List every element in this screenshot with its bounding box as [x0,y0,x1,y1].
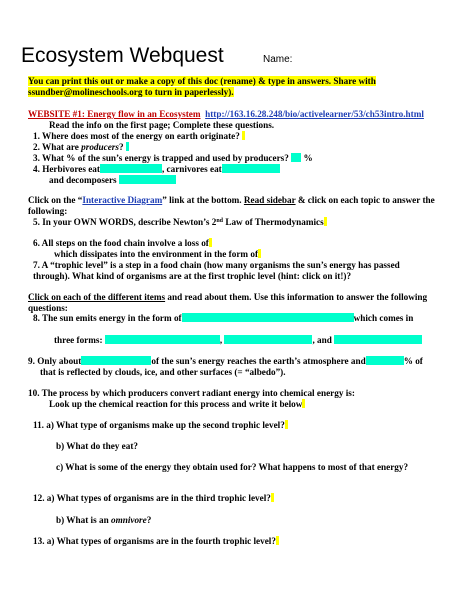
instruction-1: Read the info on the first page; Complete these questions. [49,120,275,130]
question-9 [28,356,423,367]
question-8-comma: , [219,335,223,345]
answer-field-8c[interactable] [224,335,312,344]
question-7-line-2: through). What kind of organisms are at the first trophic level (hint: click on it!)? [33,271,352,281]
website-1-link[interactable]: http://163.16.28.248/bio/activelearner/53/ch53intro.html [205,109,424,119]
answer-field-9a[interactable] [81,356,151,365]
question-12b-text: b) What is an [56,515,111,525]
question-4-line-2 [49,175,176,186]
question-9-text: 9. Only about [28,356,82,366]
intro-line-1 [28,76,376,87]
question-6-text: 6. All steps on the food chain involve a loss of [33,238,209,248]
instruction-diagram [28,195,435,206]
question-5-text: 5. In your OWN WORDS, describe Newton’s 2 [33,217,217,227]
question-9-text-b: of the sun’s energy reaches the earth’s atmosphere and [151,356,366,366]
diagram-text-post: & click on each topic to answer the [295,195,435,205]
question-5-superscript: nd [216,218,224,224]
question-12b [56,515,151,526]
answer-field-4b[interactable] [222,164,280,173]
answer-marker-5[interactable] [324,217,327,226]
question-4 [33,164,280,175]
question-12b-emphasis: omnivore [110,515,147,525]
question-12a-text: 12. a) What types of organisms are in the third trophic level? [33,493,271,503]
question-2-end: ? [118,142,124,152]
question-10-line-2 [49,399,305,410]
question-5 [33,217,327,228]
question-8-text: 8. The sun emits energy in the form of [33,313,182,323]
website-1-line [28,109,424,120]
question-4-text-c: and decomposers [49,175,117,185]
answer-marker-6b[interactable] [258,249,261,258]
question-8-three-forms: three forms: [54,335,103,345]
answer-field-4c[interactable] [119,175,176,184]
question-8 [33,313,413,324]
question-2 [33,142,129,153]
answer-field-9b[interactable] [366,356,404,365]
question-2-emphasis: producers [81,142,119,152]
question-8-text-b: which comes in [353,313,414,323]
intro-text-2: ssundber@molineschools.org to turn in paperlessly). [28,87,234,97]
question-12a [33,493,274,504]
instruction-items-line-2: questions: [28,303,68,313]
question-1-text: 1. Where does most of the energy on earth originate? [33,131,240,141]
question-5-text-end: Law of Thermodynamics [223,217,324,227]
intro-text-1: You can print this out or make a copy of this doc (rename) & type in answers. Share with [28,76,376,86]
items-text-rest: and read about them. Use this information to answer the following [165,292,428,302]
answer-field-8b[interactable] [105,335,223,345]
page-title: Ecosystem Webquest [21,44,224,67]
answer-marker-2[interactable] [126,142,129,151]
read-sidebar-text: Read sidebar [243,195,296,205]
website-1-label: WEBSITE #1: Energy flow in an Ecosystem [28,109,201,119]
interactive-diagram-link[interactable]: Interactive Diagram [82,195,163,205]
answer-field-3[interactable] [291,153,301,162]
answer-field-4a[interactable] [100,164,162,173]
question-3-suffix: % [303,153,313,163]
diagram-text-pre: Click on the “ [28,195,83,205]
question-12b-end: ? [146,515,152,525]
question-11b [56,441,138,452]
answer-marker-12a[interactable] [271,493,274,502]
question-13a [33,536,279,547]
question-7: 7. A “trophic level” is a step in a food chain (how many organisms the sun’s energy has passed [33,260,400,270]
question-4-text-a: 4. Herbivores eat [33,164,100,174]
instruction-diagram-line-2: following: [28,206,68,216]
answer-marker-6a[interactable] [209,238,212,247]
answer-field-8d[interactable] [334,335,422,344]
question-6-text-2: which dissipates into the environment in the form of [54,249,258,259]
question-4-text-b: , carnivores eat [161,164,222,174]
answer-marker-1[interactable] [242,131,245,140]
question-11a [33,420,288,431]
question-10-text-2: Look up the chemical reaction for this process and write it below [49,399,303,409]
question-11b-text: b) What do they eat? [56,441,139,451]
question-11c: c) What is some of the energy they obtain used for? What happens to most of that energy? [56,462,409,472]
instruction-items [28,292,427,303]
question-9-text-c: % of [403,356,423,366]
diagram-text-mid: ” link at the bottom. [162,195,244,205]
question-6 [33,238,212,249]
intro-line-2 [28,87,234,98]
question-8-line-2 [54,335,422,346]
answer-marker-11a[interactable] [285,420,288,429]
question-13a-text: 13. a) What types of organisms are in the fourth trophic level? [33,536,276,546]
question-3 [33,153,313,164]
answer-marker-13a[interactable] [276,536,279,545]
answer-marker-10[interactable] [302,399,305,408]
question-3-text: 3. What % of the sun’s energy is trapped and used by producers? [33,153,289,163]
question-2-text: 2. What are [33,142,82,152]
question-11a-text: 11. a) What type of organisms make up the second trophic level? [33,420,285,430]
question-1 [33,131,245,142]
question-10: 10. The process by which producers convert radiant energy into chemical energy is: [28,388,355,398]
name-label: Name: [263,54,293,65]
question-9-line-2: that is reflected by clouds, ice, and other surfaces (= “albedo”). [40,367,286,377]
answer-field-8a[interactable] [182,313,354,322]
question-8-and: , and [312,335,332,345]
question-6-line-2 [54,249,261,260]
items-text-underlined: Click on each of the different items [28,292,166,302]
